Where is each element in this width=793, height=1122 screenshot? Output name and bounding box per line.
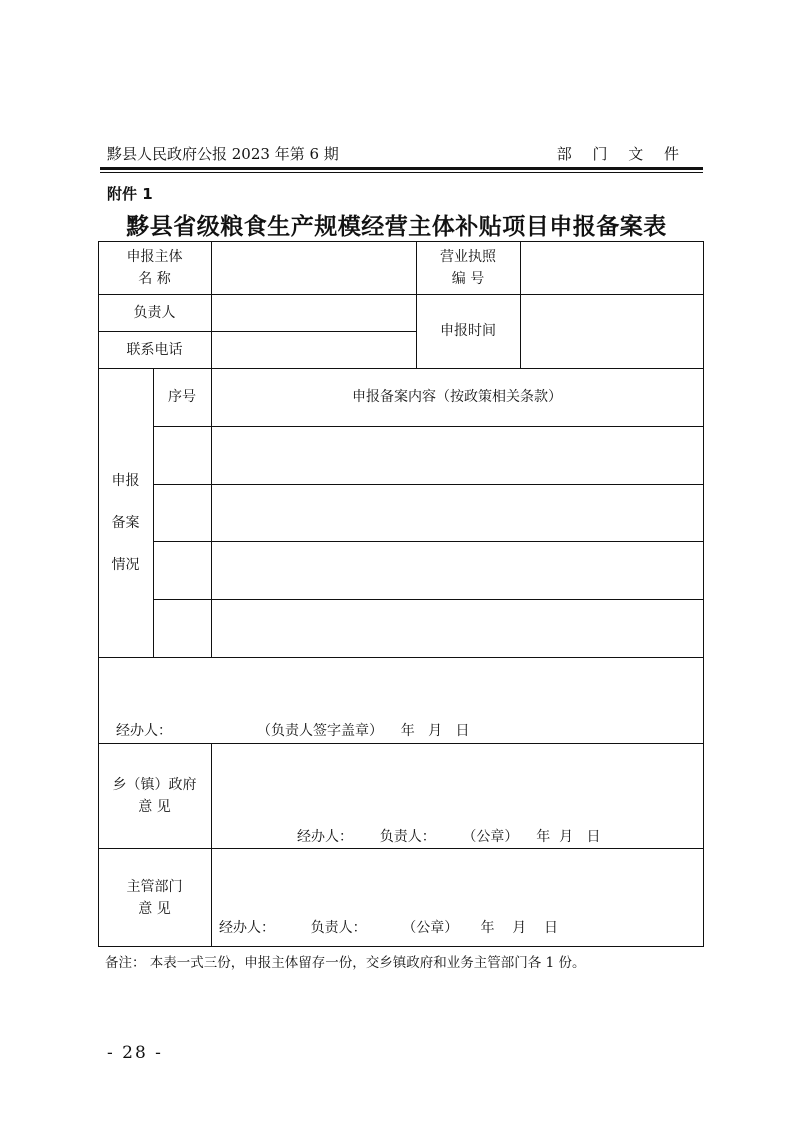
town-label-line1: 乡（镇）政府 <box>112 777 197 793</box>
section-label: 部 门 文 件 <box>556 145 687 163</box>
dept-label-line1: 主管部门 <box>126 879 183 895</box>
license-number-field[interactable] <box>521 242 703 294</box>
applicant-handler-label: 经办人： <box>116 723 172 739</box>
grid-line <box>98 368 704 369</box>
bulletin-issue: 黟县人民政府公报 2023 年第 6 期 <box>107 145 339 163</box>
table-border-bottom <box>98 946 704 947</box>
entity-name-field[interactable] <box>212 242 416 294</box>
contact-phone-field[interactable] <box>212 332 416 368</box>
section-label-line3: 情况 <box>111 557 140 573</box>
declaration-row-3[interactable] <box>154 542 703 599</box>
seq-column-header: 序号 <box>168 389 196 405</box>
town-opinion-field[interactable] <box>212 744 703 824</box>
section-label-line2: 备案 <box>111 515 140 531</box>
town-signature-line: 经办人： 负责人： （公章） 年 月 日 <box>297 829 601 845</box>
town-opinion-label <box>98 774 211 818</box>
applicant-signature-line: （负责人签字盖章） 年 月 日 <box>257 723 470 739</box>
declaration-section-label <box>98 460 153 586</box>
apply-time-label: 申报时间 <box>440 323 496 339</box>
license-label-line1: 营业执照 <box>440 249 496 265</box>
content-column-header: 申报备案内容（按政策相关条款） <box>352 389 562 405</box>
header-divider-thin <box>100 172 703 173</box>
section-label-line1: 申报 <box>111 473 140 489</box>
entity-name-label <box>98 246 211 290</box>
responsible-person-field[interactable] <box>212 295 416 331</box>
dept-signature-line: 经办人： 负责人： （公章） 年 月 日 <box>219 920 559 936</box>
attachment-label: 附件 1 <box>107 185 153 203</box>
contact-phone-label: 联系电话 <box>126 342 183 358</box>
header-divider <box>100 167 703 170</box>
declaration-row-2[interactable] <box>154 485 703 541</box>
town-label-line2: 意 见 <box>138 799 171 815</box>
form-note: 备注： 本表一式三份，申报主体留存一份，交乡镇政府和业务主管部门各 1 份。 <box>105 955 586 971</box>
page-number: - 28 - <box>107 1043 163 1063</box>
license-number-label <box>416 246 520 290</box>
dept-opinion-label <box>98 876 211 920</box>
grid-line <box>98 657 704 658</box>
entity-name-label-line2: 名 称 <box>138 271 171 287</box>
dept-opinion-field[interactable] <box>212 849 703 915</box>
responsible-person-label: 负责人 <box>133 305 176 321</box>
dept-label-line2: 意 见 <box>138 901 171 917</box>
apply-time-field[interactable] <box>521 295 703 368</box>
form-title: 黟县省级粮食生产规模经营主体补贴项目申报备案表 <box>126 214 667 240</box>
table-border-right <box>703 241 704 947</box>
declaration-row-1[interactable] <box>154 427 703 484</box>
license-label-line2: 编 号 <box>451 271 485 287</box>
declaration-row-4[interactable] <box>154 600 703 657</box>
entity-name-label-line1: 申报主体 <box>126 249 183 265</box>
